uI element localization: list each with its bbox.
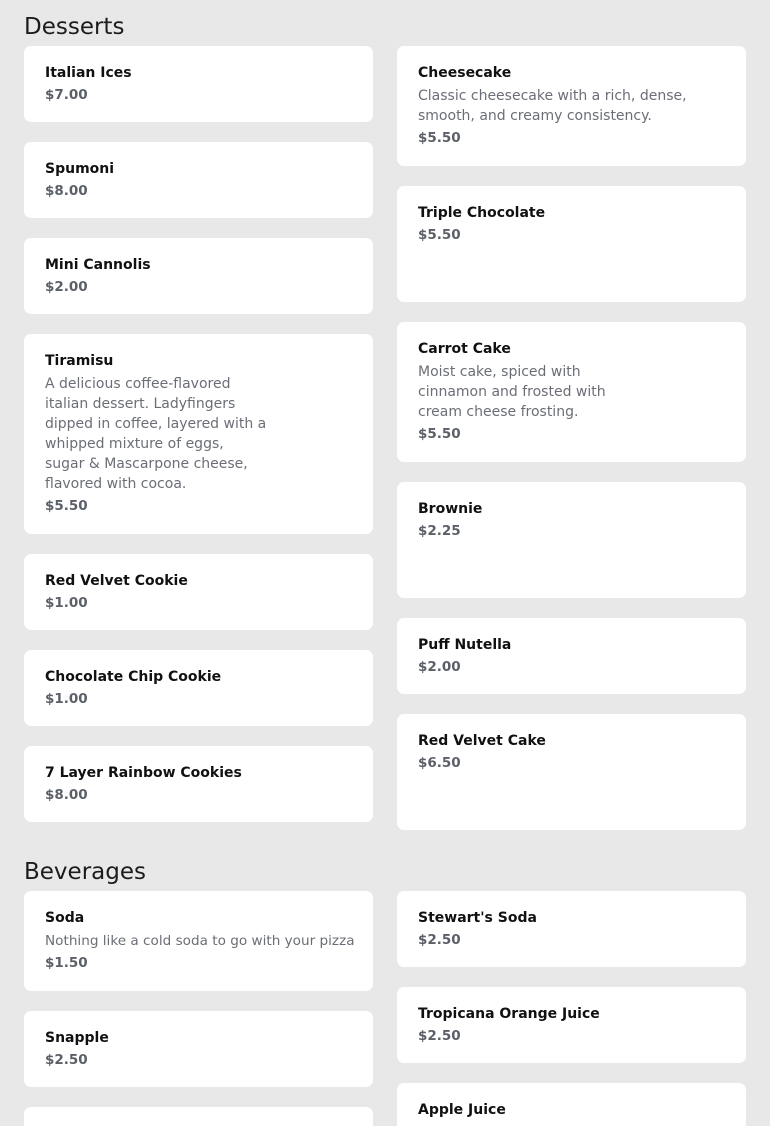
item-price: $2.50 <box>418 1028 461 1044</box>
item-name: Red Velvet Cookie <box>45 573 188 589</box>
item-price: $1.00 <box>45 595 88 611</box>
item-price: $8.00 <box>45 787 88 803</box>
item-name: Apple Juice <box>418 1102 506 1118</box>
menu-item-red-velvet-cookie[interactable] <box>24 554 373 630</box>
menu-item-tropicana-orange-juice[interactable] <box>397 987 746 1063</box>
menu-item-spumoni[interactable] <box>24 142 373 218</box>
item-price: $7.00 <box>45 87 88 103</box>
item-description: Classic cheesecake with a rich, dense, smooth, and creamy consistency. <box>418 88 687 124</box>
item-price: $1.50 <box>45 955 88 971</box>
menu-item-cheesecake[interactable] <box>397 46 746 166</box>
item-price: $6.50 <box>418 755 461 771</box>
item-price: $2.50 <box>418 932 461 948</box>
item-name: 7 Layer Rainbow Cookies <box>45 765 242 781</box>
item-price: $2.00 <box>418 659 461 675</box>
item-price: $2.50 <box>45 1052 88 1068</box>
item-name: Brownie <box>418 501 483 517</box>
menu-item-stewarts-soda[interactable] <box>397 891 746 967</box>
item-price: $5.50 <box>418 426 461 442</box>
item-description: Moist cake, spiced with cinnamon and frosted with cream cheese frosting. <box>418 364 606 420</box>
item-name: Carrot Cake <box>418 341 511 357</box>
item-name: Tropicana Orange Juice <box>418 1006 600 1022</box>
menu-item-soda[interactable] <box>24 891 373 991</box>
menu-item-brownie[interactable] <box>397 482 746 598</box>
item-price: $5.50 <box>418 227 461 243</box>
item-name: Stewart's Soda <box>418 910 537 926</box>
section-title-beverages: Beverages <box>24 859 146 885</box>
menu-item-chocolate-chip-cookie[interactable] <box>24 650 373 726</box>
menu-item-7-layer-rainbow-cookies[interactable] <box>24 746 373 822</box>
section-title-desserts: Desserts <box>24 14 125 40</box>
menu-item-carrot-cake[interactable] <box>397 322 746 462</box>
item-name: Tiramisu <box>45 353 114 369</box>
item-price: $2.00 <box>45 279 88 295</box>
menu-item-italian-ices[interactable] <box>24 46 373 122</box>
item-name: Mini Cannolis <box>45 257 151 273</box>
item-name: Snapple <box>45 1030 109 1046</box>
item-name: Soda <box>45 910 85 926</box>
item-price: $2.25 <box>418 523 461 539</box>
menu-item-tiramisu[interactable] <box>24 334 373 534</box>
item-name: Triple Chocolate <box>418 205 546 221</box>
item-name: Spumoni <box>45 161 115 177</box>
item-price: $1.00 <box>45 691 88 707</box>
menu-item-triple-chocolate[interactable] <box>397 186 746 302</box>
menu-item-apple-juice[interactable] <box>397 1083 746 1126</box>
item-price: $8.00 <box>45 183 88 199</box>
item-name: Cheesecake <box>418 65 512 81</box>
menu-item-puff-nutella[interactable] <box>397 618 746 694</box>
item-description: A delicious coffee-flavored italian dessert. Ladyfingers dipped in coffee, layered with a whipped mixture of eggs, sugar & Mascarpone cheese, flavored with cocoa. <box>45 376 267 492</box>
menu-item-snapple[interactable] <box>24 1011 373 1087</box>
item-description: Nothing like a cold soda to go with your pizza <box>45 933 355 949</box>
menu-item-mini-cannolis[interactable] <box>24 238 373 314</box>
item-name: Italian Ices <box>45 65 132 81</box>
item-price: $5.50 <box>418 130 461 146</box>
item-name: Red Velvet Cake <box>418 733 546 749</box>
item-name: Chocolate Chip Cookie <box>45 669 222 685</box>
menu-item-red-velvet-cake[interactable] <box>397 714 746 830</box>
item-price: $5.50 <box>45 498 88 514</box>
item-name: Puff Nutella <box>418 637 512 653</box>
menu-item-partial[interactable] <box>24 1107 373 1126</box>
